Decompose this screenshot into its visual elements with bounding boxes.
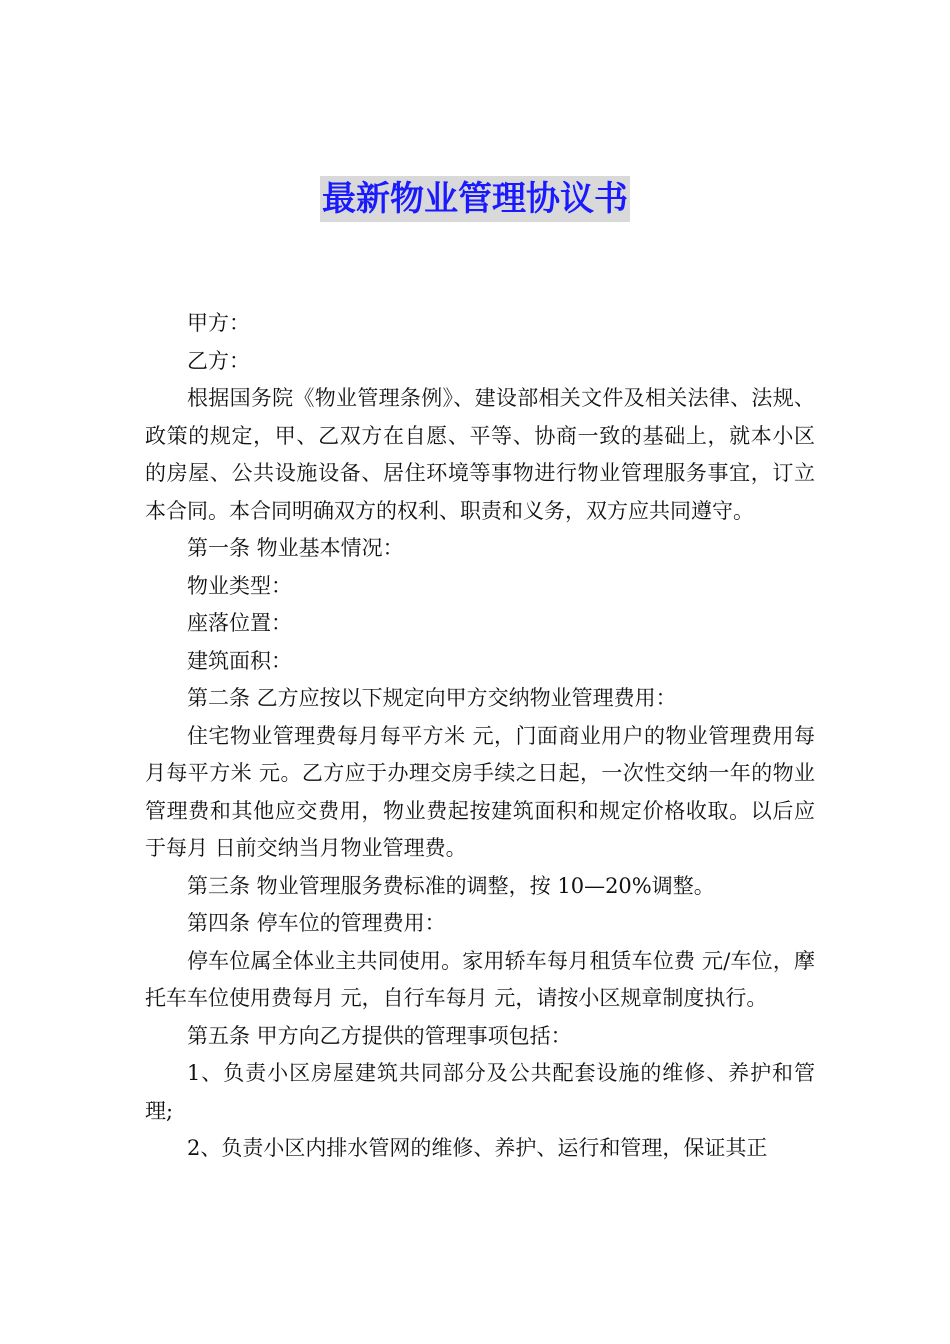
parking-paragraph: 停车位属全体业主共同使用。家用轿车每月租赁车位费 元/车位，摩托车车位使用费每月 元，自行车每月 元，请按小区规章制度执行。: [145, 948, 815, 1010]
item-1-paragraph: 1、负责小区房屋建筑共同部分及公共配套设施的维修、养护和管理;: [145, 1061, 815, 1123]
article-1-heading: 第一条 物业基本情况：: [187, 536, 404, 560]
property-type-line: 物业类型：: [187, 573, 292, 598]
party-b-line: 乙方：: [187, 348, 250, 373]
location-line: 座落位置：: [187, 611, 292, 635]
article-2-heading: 第二条 乙方应按以下规定向甲方交纳物业管理费用：: [187, 686, 677, 710]
preamble-paragraph: 根据国务院《物业管理条例》、建设部相关文件及相关法律、法规、政策的规定，甲、乙双方在自愿、平等、协商一致的基础上，就本小区的房屋、公共设施设备、居住环境等事物进行物业管理服务事宜，订立本合同。本合同明确双方的权利、职责和义务，双方应共同遵守。: [145, 386, 815, 523]
title-container: [0, 176, 950, 222]
building-area-line: 建筑面积：: [187, 648, 292, 673]
document-body: [145, 305, 815, 1168]
item-2-paragraph: 2、负责小区内排水管网的维修、养护、运行和管理，保证其正: [187, 1136, 768, 1160]
document-title: 最新物业管理协议书: [320, 176, 630, 222]
fee-paragraph: 住宅物业管理费每月每平方米 元，门面商业用户的物业管理费用每月每平方米 元。乙方应于办理交房手续之日起，一次性交纳一年的物业管理费和其他应交费用，物业费起按建筑面积和规定价格收取。以后应于每月 日前交纳当月物业管理费。: [145, 723, 815, 860]
article-3-line: 第三条 物业管理服务费标准的调整，按 10—20%调整。: [187, 873, 715, 898]
article-5-heading: 第五条 甲方向乙方提供的管理事项包括：: [187, 1023, 572, 1048]
party-a-line: 甲方：: [187, 311, 250, 335]
article-4-heading: 第四条 停车位的管理费用：: [187, 911, 446, 935]
